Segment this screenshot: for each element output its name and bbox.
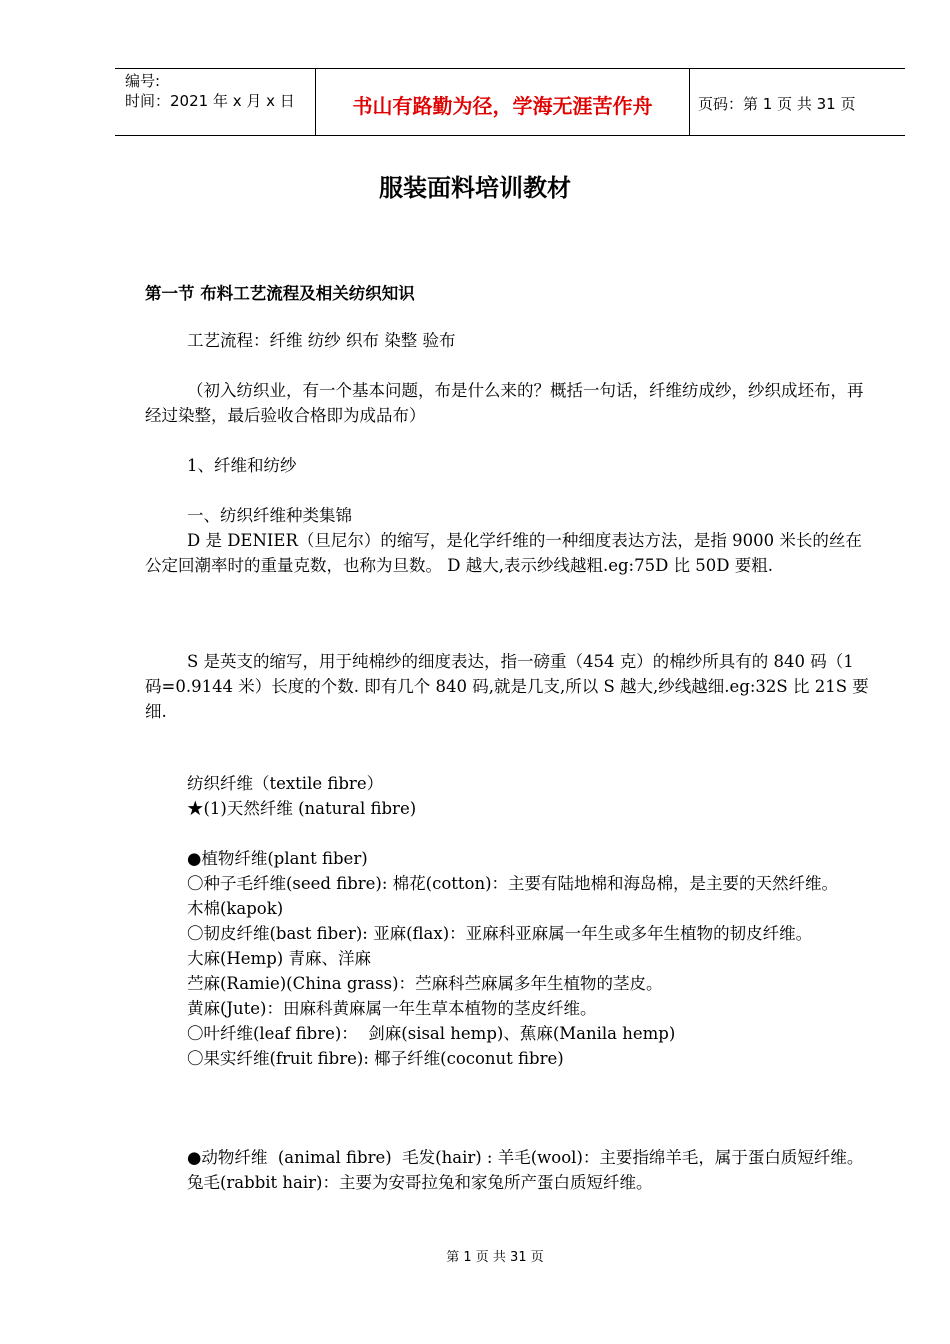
paragraph-yarn-count: S 是英支的缩写，用于纯棉纱的细度表达，指一磅重（454 克）的棉纱所具有的 840 码（1 码=0.9144 米）长度的个数. 即有几个 840 码,就是几支,所以 S 越大,纱线越细.eg:32S 比 21S 要细. <box>145 652 869 721</box>
paragraph-denier: 一、纺织纤维种类集锦 D 是 DENIER（旦尼尔）的缩写，是化学纤维的一种细度表达方法，是指 9000 米长的丝在公定回潮率时的重量克数，也称为旦数。 D 越大,表示纱线越粗.eg:75D 比 50D 要粗. <box>145 506 862 575</box>
paragraph-textile-fibre: 纺织纤维（textile fibre） ★(1)天然纤维 (natural fibre) <box>186 774 417 818</box>
paragraph-animal-fiber: ●动物纤维 (animal fibre) 毛发(hair) : 羊毛(wool)：主要指绵羊毛，属于蛋白质短纤维。 兔毛(rabbit hair)：主要为安哥拉兔和家兔所产蛋白质短纤维。 <box>186 1148 864 1192</box>
document-title: 服装面料培训教材 <box>379 174 571 202</box>
paragraph-intro: （初入纺织业，有一个基本问题，布是什么来的？概括一句话，纤维纺成纱，纱织成坯布，再经过染整，最后验收合格即为成品布） <box>145 381 864 425</box>
header-date: 时间：2021 年 x 月 x 日 <box>125 92 295 110</box>
page-footer: 第 1 页 共 31 页 <box>446 1250 544 1265</box>
page-header <box>115 68 905 136</box>
paragraph-fiber-heading: 1、纤维和纺纱 <box>145 456 297 475</box>
header-meta <box>115 69 316 135</box>
paragraph-process: 工艺流程：纤维 纺纱 织布 染整 验布 <box>145 331 456 350</box>
paragraph-plant-fiber: ●植物纤维(plant fiber) 〇种子毛纤维(seed fibre): 棉花(cotton)：主要有陆地棉和海岛棉，是主要的天然纤维。 木棉(kapok) 〇韧皮纤维(bast fiber): 亚麻(flax)：亚麻科亚麻属一年生或多年生植物的韧皮纤维。 大麻(Hemp) 青麻、洋麻 苎麻(Ramie)(China grass)：苎麻科苎麻属多年生植物的茎皮。 黄麻(Jute)：田麻科黄麻属一年生草本植物的茎皮纤维。 〇叶纤维(leaf fibre)： 剑麻(sisal hemp)、蕉麻(Manila hemp) 〇果实纤维(fruit fibre): 椰子纤维(coconut fibre) <box>186 849 839 1068</box>
header-motto: 书山有路勤为径，学海无涯苦作舟 <box>316 69 690 135</box>
header-number-label: 编号: <box>125 72 161 90</box>
header-page-number: 页码：第 1 页 共 31 页 <box>698 95 856 113</box>
section-heading: 第一节 布料工艺流程及相关纺织知识 <box>145 284 415 303</box>
